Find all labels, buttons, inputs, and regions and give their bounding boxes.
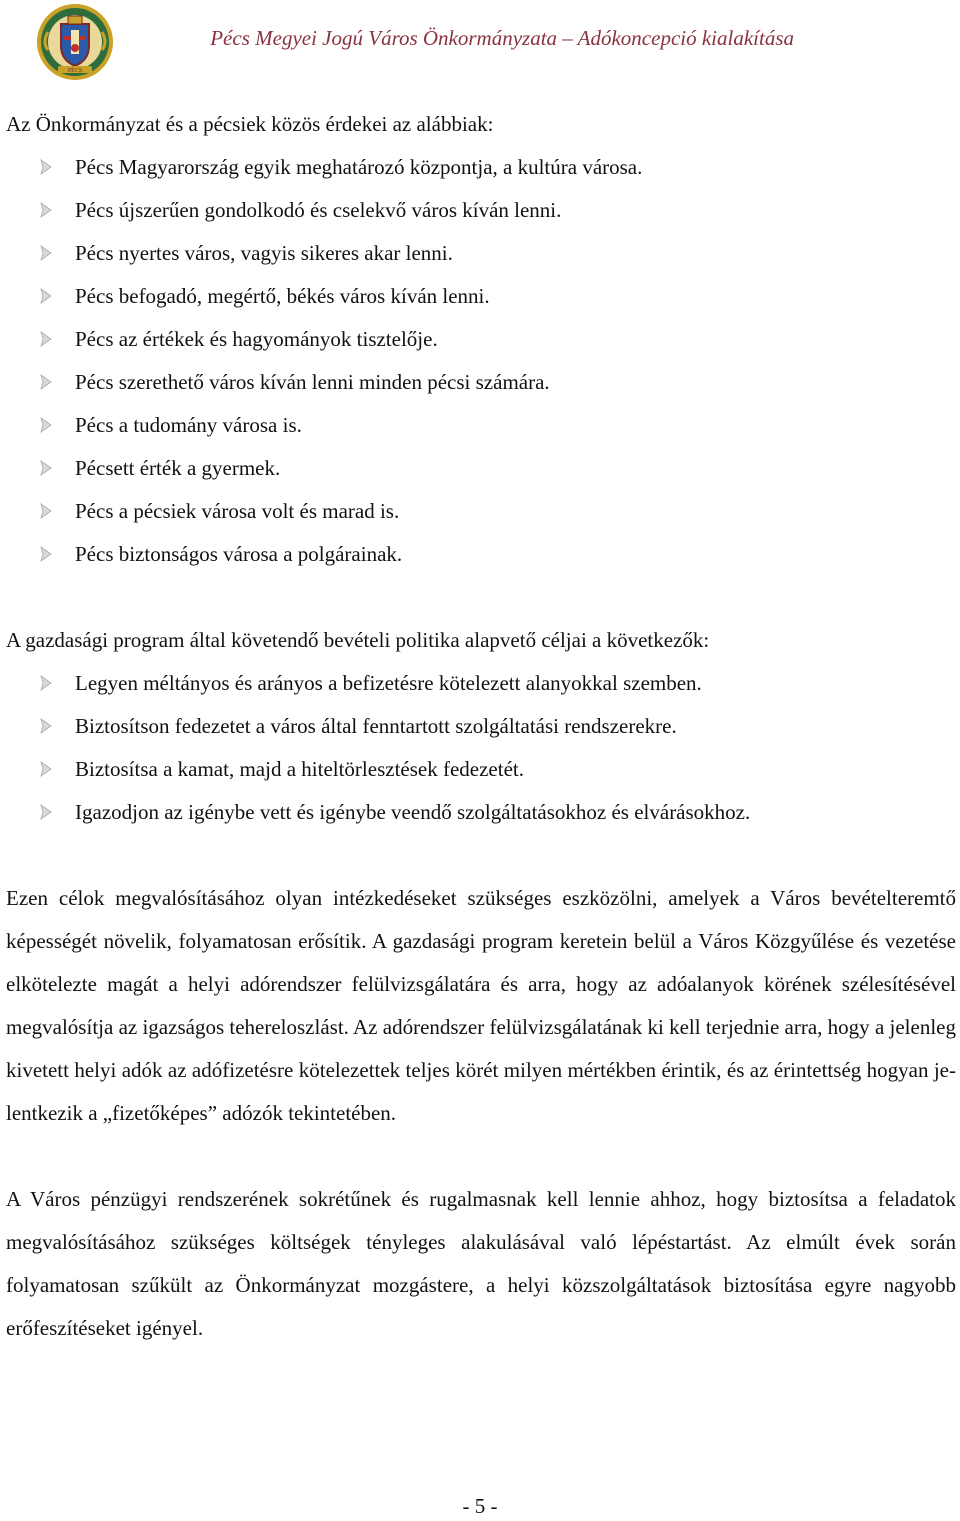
list-item: Legyen méltányos és arányos a befizetésre kötelezett alanyokkal szemben.: [6, 662, 956, 705]
chevron-right-icon: [40, 460, 52, 476]
chevron-right-icon: [40, 245, 52, 261]
document-header-title: Pécs Megyei Jogú Város Önkormányzata – Adókoncepció kialakítása: [210, 26, 794, 50]
chevron-right-icon: [40, 546, 52, 562]
chevron-right-icon: [40, 718, 52, 734]
list-item: Pécs biztonságos városa a polgárainak.: [6, 533, 956, 576]
svg-text:PÉCS: PÉCS: [67, 68, 83, 74]
chevron-right-icon: [40, 417, 52, 433]
chevron-right-icon: [40, 202, 52, 218]
chevron-right-icon: [40, 331, 52, 347]
chevron-right-icon: [40, 503, 52, 519]
list-item: Pécs újszerűen gondolkodó és cselekvő város kíván lenni.: [6, 189, 956, 232]
list-item: Biztosítson fedezetet a város által fenntartott szolgáltatási rendszerekre.: [6, 705, 956, 748]
page-header: [0, 0, 960, 86]
list-item: Pécs az értékek és hagyományok tisztelője.: [6, 318, 956, 361]
section1-intro: Az Önkormányzat és a pécsiek közös érdekei az alábbiak:: [6, 112, 494, 136]
section2-intro: A gazdasági program által követendő bevételi politika alapvető céljai a következők:: [6, 628, 710, 652]
list-item: Igazodjon az igénybe vett és igénybe veendő szolgáltatásokhoz és elvárásokhoz.: [6, 791, 956, 834]
list-item: Pécs befogadó, megértő, békés város kíván lenni.: [6, 275, 956, 318]
body-paragraph: A Város pénzügyi rendszerének sokrétűnek és rugalmasnak kell lennie ahhoz, hogy biztosítsa a feladatok megvalósításához szükséges költségek tényleges alakulásával való lépéstartást. Az elmúlt évek során folyamatosan szűkült az Önkormányzat mozgástere, a helyi közszolgáltatások biztosítása egyre nagyobb erőfeszítéseket igényel.: [6, 1187, 956, 1340]
chevron-right-icon: [40, 804, 52, 820]
list-item: Pécsett érték a gyermek.: [6, 447, 956, 490]
chevron-right-icon: [40, 675, 52, 691]
chevron-right-icon: [40, 761, 52, 777]
list-item: Pécs a pécsiek városa volt és marad is.: [6, 490, 956, 533]
list-item: Pécs szerethető város kíván lenni minden pécsi számára.: [6, 361, 956, 404]
list-item: Biztosítsa a kamat, majd a hiteltörlesztések fedezetét.: [6, 748, 956, 791]
revenue-goals-list: [6, 662, 956, 834]
list-item: Pécs Magyarország egyik meghatározó központja, a kultúra városa.: [6, 146, 956, 189]
list-item: Pécs nyertes város, vagyis sikeres akar lenni.: [6, 232, 956, 275]
chevron-right-icon: [40, 374, 52, 390]
body-paragraph: Ezen célok megvalósításához olyan intézkedéseket szükséges eszközölni, amelyek a Város bevételteremtő képességét növelik, folyamatosan erősítik. A gazdasági program keretein belül a Város Közgyűlése és vezetése elkötelezte magát a helyi adórendszer felülvizsgálatára és arra, hogy az adóalanyok körének szélesítésével megvalósítja az igazságos tehereloszlást. Az adórendszer felülvizsgálatának ki kell terjednie arra, hogy a jelenleg kivetett helyi adók az adófizetésre kötelezettek teljes körét milyen mértékben érintik, és az érintettség hogyan jelentkezik a „fizetőképes” adózók tekintetében.: [6, 886, 956, 1125]
shared-interests-list: [6, 146, 956, 576]
coat-of-arms-icon: [34, 2, 116, 82]
chevron-right-icon: [40, 288, 52, 304]
page-number: - 5 -: [462, 1494, 498, 1518]
chevron-right-icon: [40, 159, 52, 175]
page-content: [6, 103, 956, 1350]
list-item: Pécs a tudomány városa is.: [6, 404, 956, 447]
